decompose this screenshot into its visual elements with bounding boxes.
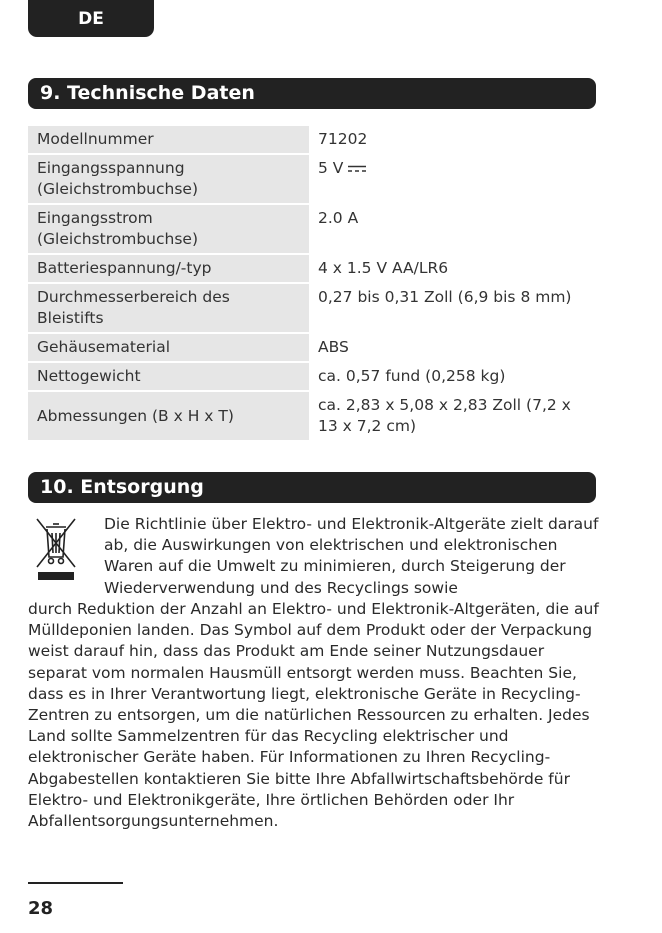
spec-value: 2.0 A	[309, 205, 596, 253]
language-tab	[28, 0, 154, 37]
disposal-intro-text: Die Richtlinie über Elektro- und Elektronik-Altgeräte zielt darauf ab, die Auswirkungen von elektrischen und elektronischen Waren auf die Umwelt zu minimieren, durch Steigerung der Wiederverwendung und des Recyclings sowie	[104, 515, 599, 597]
spec-key: Eingangsspannung (Gleichstrombuchse)	[28, 155, 309, 203]
footer-rule	[28, 882, 123, 884]
spec-key: Durchmesserbereich des Bleistifts	[28, 284, 309, 332]
spec-key: Modellnummer	[28, 126, 309, 153]
spec-key: Batteriespannung/-typ	[28, 255, 309, 282]
spec-key: Abmessungen (B x H x T)	[28, 392, 309, 440]
language-label: DE	[78, 9, 104, 29]
spec-value: ABS	[309, 334, 596, 361]
spec-value: 5 V	[318, 159, 344, 177]
weee-underline-bar	[38, 572, 74, 580]
spec-key: Eingangsstrom (Gleichstrombuchse)	[28, 205, 309, 253]
spec-key: Gehäusematerial	[28, 334, 309, 361]
page-number: 28	[28, 898, 54, 919]
table-row	[28, 155, 596, 203]
specs-table	[28, 124, 596, 442]
table-row	[28, 205, 596, 253]
table-row	[28, 255, 596, 282]
spec-value: 0,27 bis 0,31 Zoll (6,9 bis 8 mm)	[309, 284, 596, 332]
section-title-disposal: 10. Entsorgung	[28, 472, 596, 503]
spec-value: 71202	[309, 126, 596, 153]
spec-key: Nettogewicht	[28, 363, 309, 390]
table-row	[28, 126, 596, 153]
disposal-body-text: durch Reduktion der Anzahl an Elektro- und Elektronik-Altgeräten, die auf Mülldeponien landen. Das Symbol auf dem Produkt oder der Verpackung weist darauf hin, dass das Produkt am Ende seiner Nutzungsdauer separat vom normalen Hausmüll entsorgt werden muss. Beachten Sie, dass es in Ihrer Verantwortung liegt, elektronische Geräte in Recycling-Zentren zu entsorgen, um die natürlichen Ressourcen zu erhalten. Jedes Land sollte Sammelzentren für das Recycling elektrischer und elektronischer Geräte haben. Für Informationen zu Ihren Recycling-Abgabestellen kontaktieren Sie bitte Ihre Abfallwirtschaftsbehörde für Elektro- und Elektronikgeräte, Ihre örtlichen Behörden oder Ihr Abfallentsorgungsunternehmen.	[28, 600, 599, 831]
table-row	[28, 363, 596, 390]
table-row	[28, 334, 596, 361]
table-row	[28, 284, 596, 332]
spec-value-cell	[309, 155, 596, 203]
spec-value: 4 x 1.5 V AA/LR6	[309, 255, 596, 282]
spec-value: ca. 0,57 fund (0,258 kg)	[309, 363, 596, 390]
spec-value: ca. 2,83 x 5,08 x 2,83 Zoll (7,2 x 13 x 7,2 cm)	[309, 392, 596, 440]
table-row	[28, 392, 596, 440]
section-title-technical-data: 9. Technische Daten	[28, 78, 596, 109]
direct-current-icon	[347, 165, 367, 173]
